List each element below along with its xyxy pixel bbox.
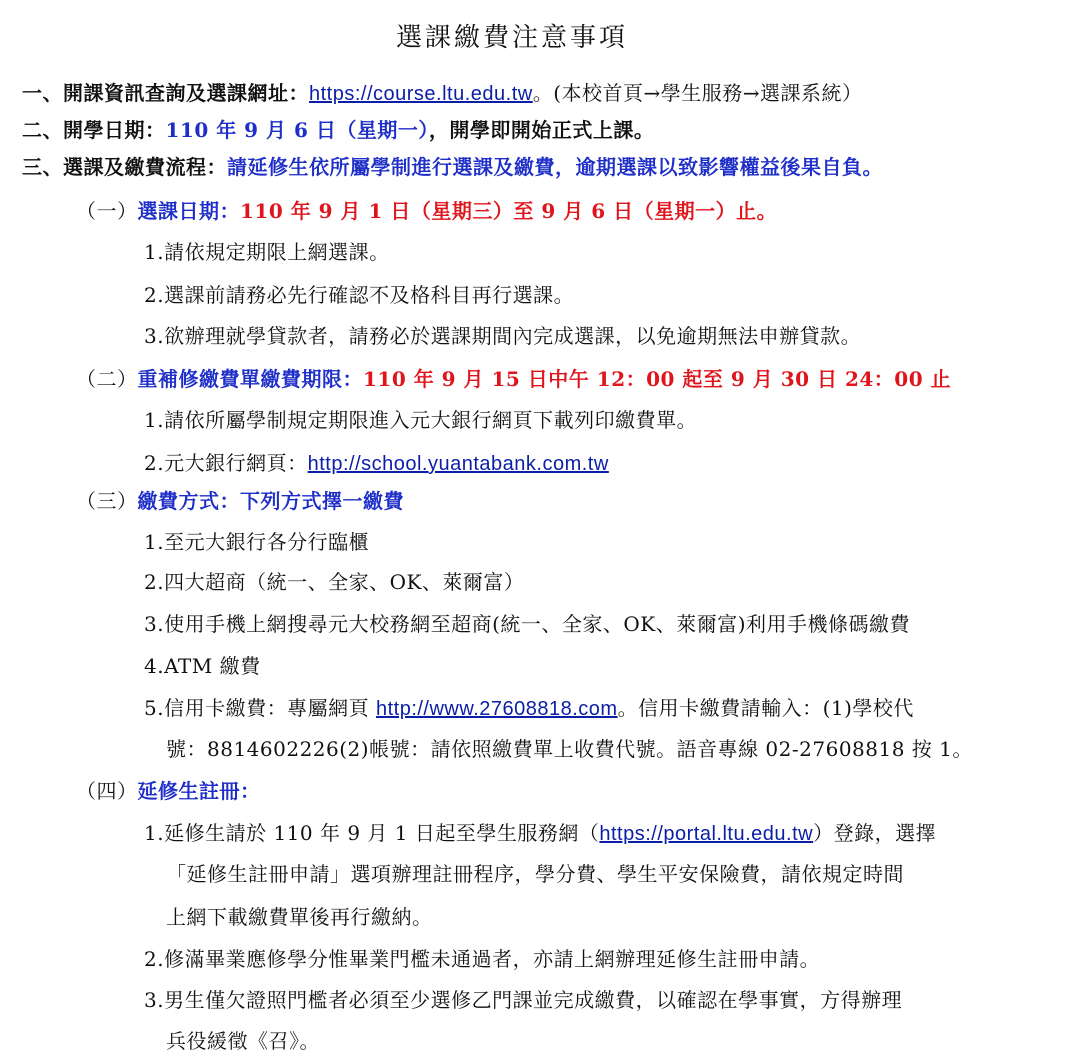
- subsection-4-label: 延修生註冊：: [137, 779, 261, 803]
- credit-card-tail: 。信用卡繳費請輸入：(1)學校代: [617, 696, 914, 720]
- subsection-4-item-continued: 兵役緩徵《召》。: [166, 1029, 320, 1053]
- subsection-3-heading: [76, 487, 404, 515]
- subsection-3-item-continued: 號：8814602226(2)帳號：請依照繳費單上收費代號。語音專線 02-27608818 按 1。: [166, 737, 973, 761]
- subsection-2-number: （二）: [76, 367, 138, 391]
- subsection-2-item: 1.請依所屬學制規定期限進入元大銀行網頁下載列印繳費單。: [144, 408, 698, 432]
- subsection-3-item: 2.四大超商（統一、全家、OK、萊爾富）: [144, 570, 525, 594]
- subsection-3-item: 3.使用手機上網搜尋元大校務網至超商(統一、全家、OK、萊爾富)利用手機條碼繳費: [144, 612, 911, 636]
- course-system-link[interactable]: https://course.ltu.edu.tw: [309, 83, 533, 105]
- section-3-label: 三、選課及繳費流程：: [22, 155, 227, 179]
- subsection-4-number: （四）: [76, 779, 138, 803]
- student-portal-link[interactable]: https://portal.ltu.edu.tw: [599, 823, 814, 845]
- subsection-3-item: 1.至元大銀行各分行臨櫃: [144, 530, 370, 554]
- section-2-label: 二、開學日期：: [22, 118, 166, 142]
- subsection-1-heading: [76, 197, 777, 225]
- subsection-1-item: 1.請依規定期限上網選課。: [144, 240, 390, 264]
- yuanta-bank-link[interactable]: http://school.yuantabank.com.tw: [307, 453, 609, 475]
- registration-prefix: 1.延修生請於 110 年 9 月 1 日起至學生服務網（: [144, 821, 600, 845]
- subsection-3-number: （三）: [76, 489, 138, 513]
- subsection-2-item: [144, 449, 615, 478]
- subsection-2-label: 重補修繳費單繳費期限：: [137, 367, 363, 391]
- section-1: [22, 79, 863, 108]
- subsection-3-item: [144, 694, 914, 723]
- subsection-4-item-continued: 「延修生註冊申請」選項辦理註冊程序，學分費、學生平安保險費，請依規定時間: [166, 862, 904, 886]
- course-selection-period: 110 年 9 月 1 日（星期三）至 9 月 6 日（星期一）止。: [240, 199, 778, 223]
- subsection-4-item: 3.男生僅欠證照門檻者必須至少選修乙門課並完成繳費，以確認在學事實，方得辦理: [144, 988, 903, 1012]
- subsection-4-item: [144, 819, 936, 848]
- section-2-tail: ，開學即開始正式上課。: [428, 118, 655, 142]
- section-1-tail: 。(本校首頁→學生服務→選課系統）: [532, 81, 863, 105]
- subsection-1-item: 2.選課前請務必先行確認不及格科目再行選課。: [144, 283, 575, 307]
- subsection-4-item: 2.修滿畢業應修學分惟畢業門檻未通過者，亦請上網辦理延修生註冊申請。: [144, 947, 821, 971]
- subsection-3-label: 繳費方式：下列方式擇一繳費: [137, 489, 404, 513]
- page-title: 選課繳費注意事項: [396, 23, 629, 53]
- section-2: [22, 116, 654, 144]
- semester-start-date: 110 年 9 月 6 日（星期一）: [165, 118, 429, 142]
- payment-deadline: 110 年 9 月 15 日中午 12：00 起至 9 月 30 日 24：00 止: [363, 367, 952, 391]
- subsection-1-item: 3.欲辦理就學貸款者，請務必於選課期間內完成選課，以免逾期無法申辦貸款。: [144, 324, 862, 348]
- subsection-4-heading: [76, 777, 261, 805]
- subsection-4-item-continued: 上網下載繳費單後再行繳納。: [166, 905, 433, 929]
- registration-tail: ）登錄，選擇: [813, 821, 937, 845]
- subsection-1-label: 選課日期：: [137, 199, 240, 223]
- credit-card-payment-link[interactable]: http://www.27608818.com: [375, 698, 618, 720]
- subsection-3-item: 4.ATM 繳費: [144, 654, 261, 678]
- subsection-2-heading: [76, 365, 951, 393]
- section-3: [22, 153, 883, 181]
- credit-card-label: 5.信用卡繳費：專屬網頁: [144, 696, 376, 720]
- bank-webpage-label: 2.元大銀行網頁：: [144, 451, 308, 475]
- section-3-note: 請延修生依所屬學制進行選課及繳費，逾期選課以致影響權益後果自負。: [227, 155, 883, 179]
- subsection-1-number: （一）: [76, 199, 138, 223]
- section-1-label: 一、開課資訊查詢及選課網址：: [22, 81, 309, 105]
